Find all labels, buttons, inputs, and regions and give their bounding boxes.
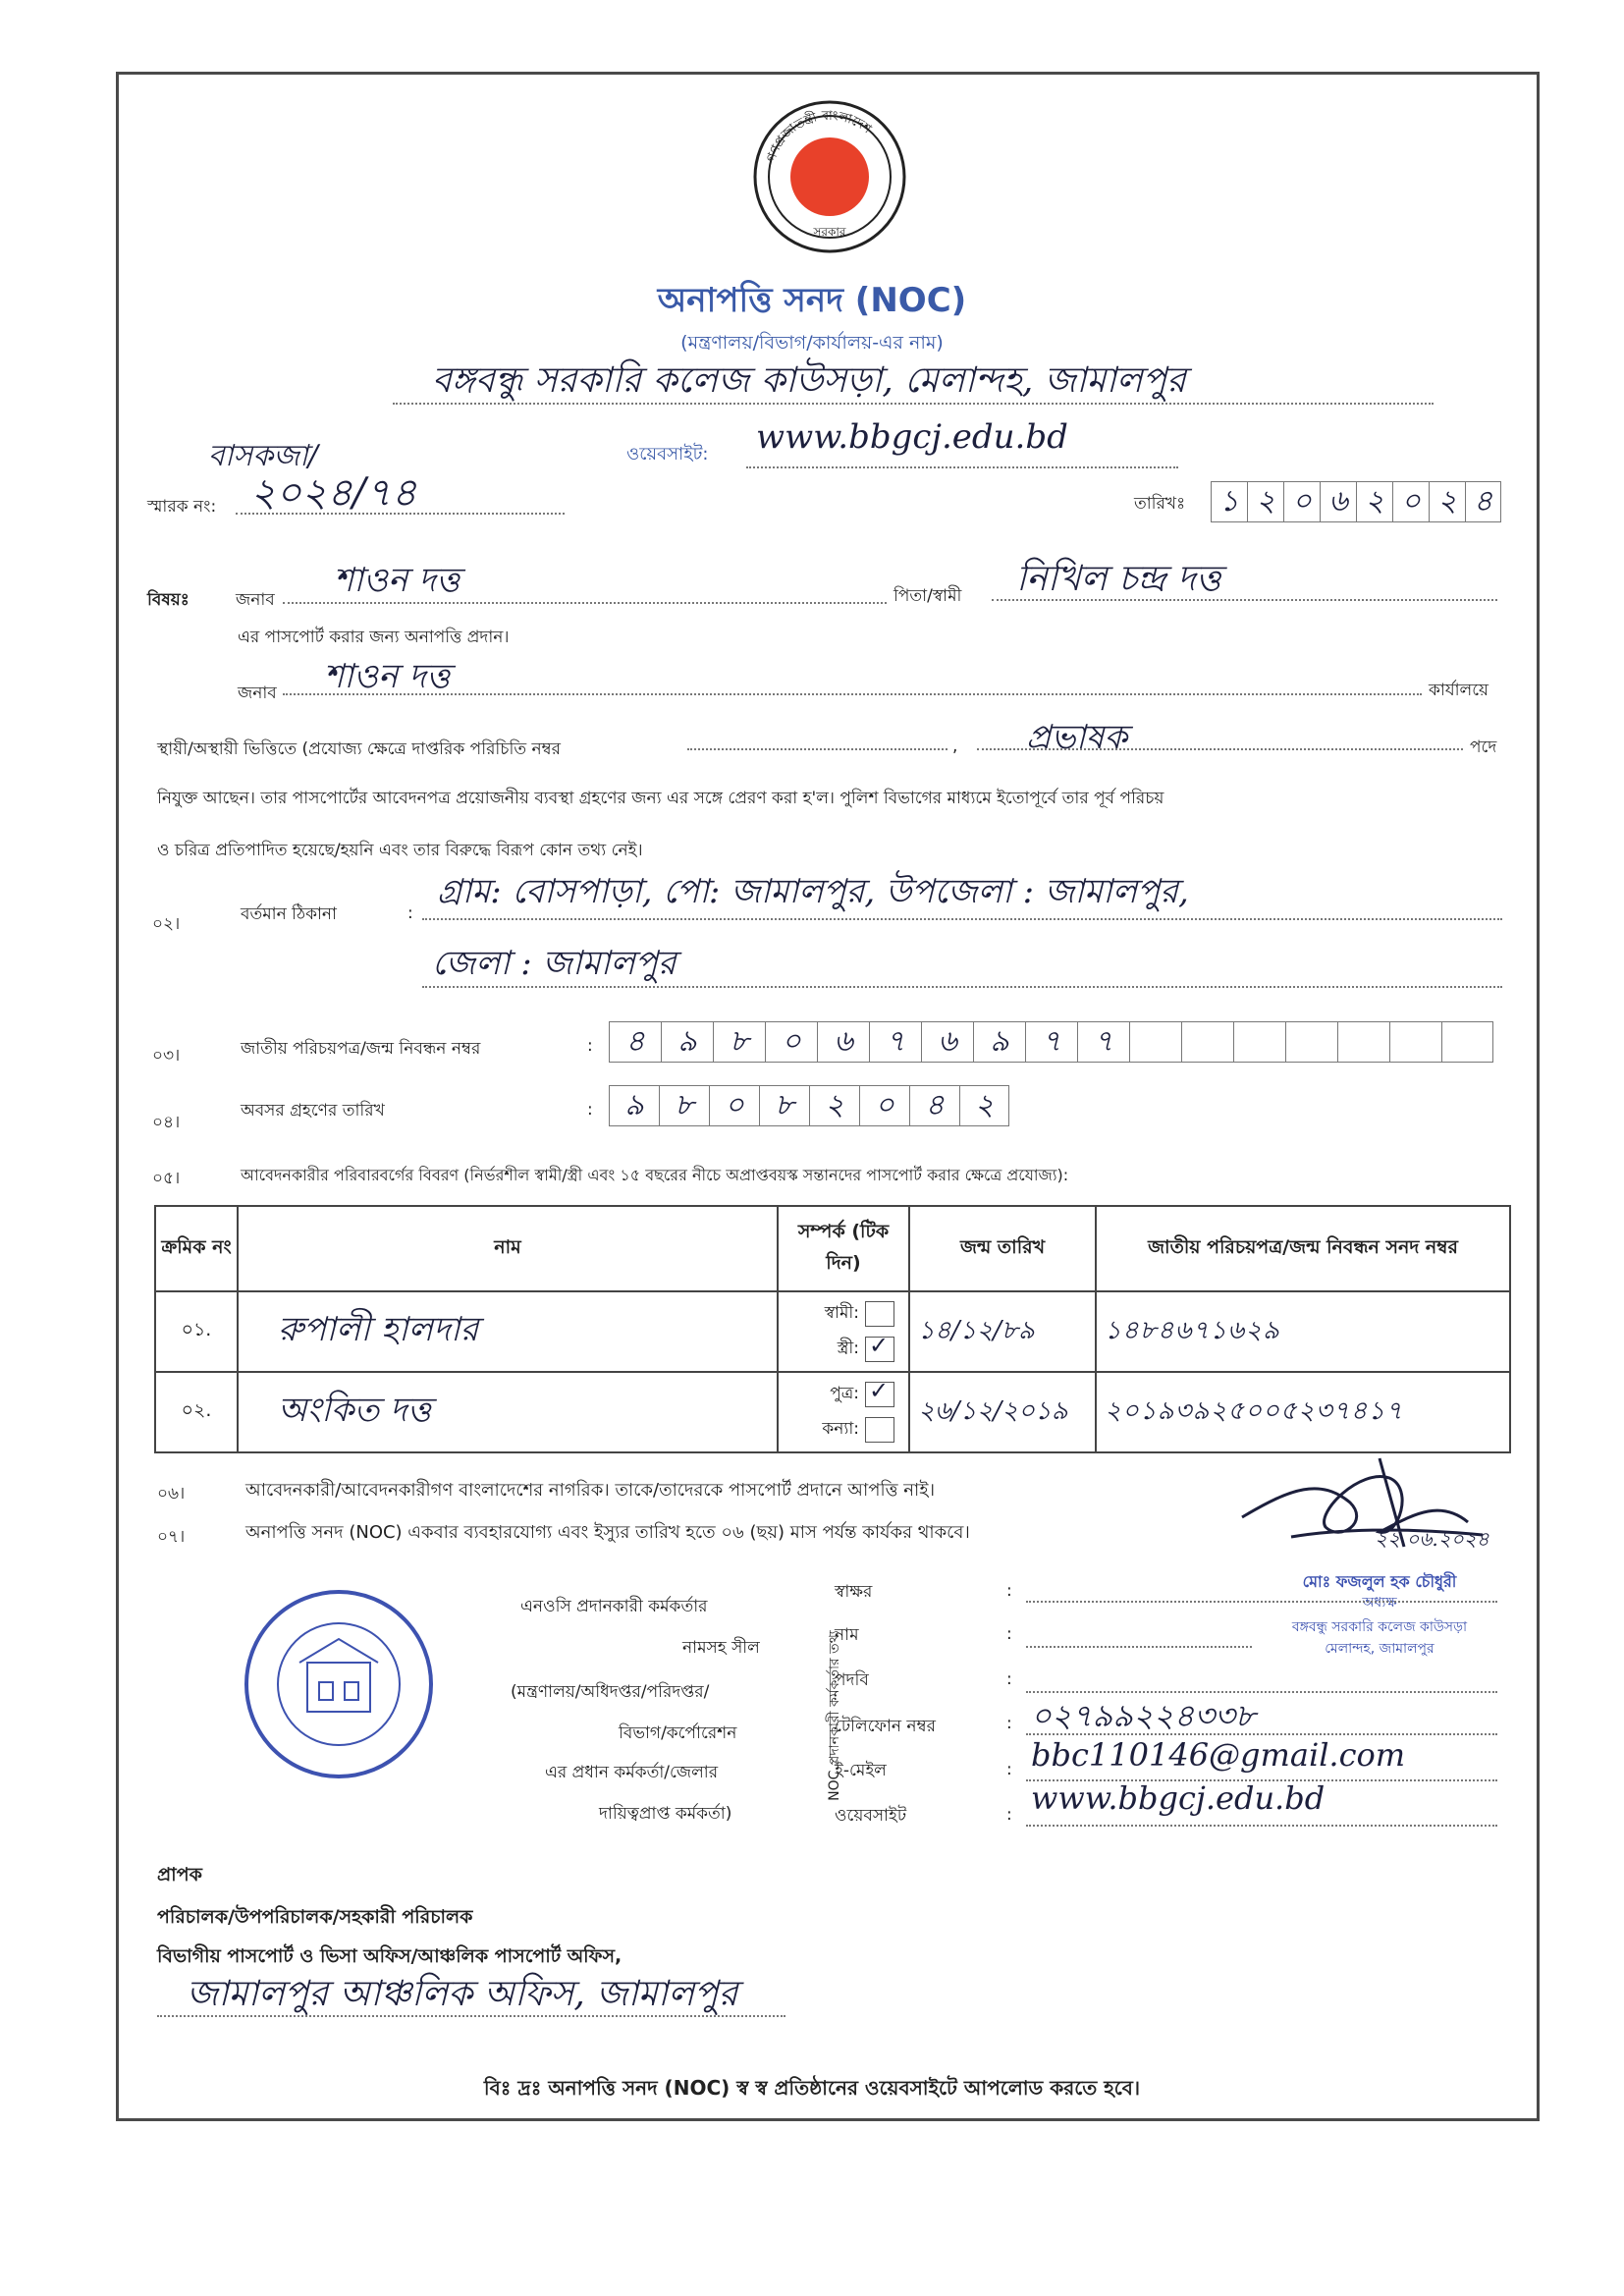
- nid-num: ০৩।: [152, 1046, 181, 1066]
- family-nid: ১৪৮৪৬৭১৬২৯: [1096, 1291, 1510, 1372]
- field-email-label: ই-মেইল: [835, 1761, 887, 1780]
- permanent-text: স্থায়ী/অস্থায়ী ভিত্তিতে (প্রযোজ্য ক্ষেত্রে দাপ্তরিক পরিচিতি নম্বর: [157, 739, 562, 759]
- relation-checkbox: [865, 1382, 894, 1407]
- post-suffix: পদে: [1470, 738, 1497, 757]
- col-name: নাম: [238, 1206, 778, 1291]
- family-table: [154, 1205, 1511, 1453]
- relation-option: [779, 1332, 908, 1367]
- digit-box: ০: [859, 1085, 909, 1126]
- digit-box: ০: [1392, 481, 1429, 522]
- col-nid: জাতীয় পরিচয়পত্র/জন্ম নিবন্ধন সনদ নম্বর: [1096, 1206, 1510, 1291]
- web-value: www.bbgcj.edu.bd: [1031, 1779, 1326, 1817]
- digit-box: ৭: [1077, 1021, 1129, 1063]
- family-dob: ১৪/১২/৮৯: [909, 1291, 1096, 1372]
- digit-box: ৪: [1465, 481, 1501, 522]
- digit-box: ৮: [759, 1085, 809, 1126]
- digit-box: ৬: [1320, 481, 1356, 522]
- field-web-label: ওয়েবসাইট: [835, 1806, 907, 1826]
- digit-box: [1233, 1021, 1285, 1063]
- date-label: তারিখঃ: [1134, 494, 1186, 514]
- official-name: মোঃ ফজলুল হক চৌধুরী: [1302, 1572, 1457, 1591]
- official-place: মেলান্দহ, জামালপুর: [1325, 1641, 1435, 1657]
- recipient-handwritten: জামালপুর আঞ্চলিক অফিস, জামালপুর: [187, 1974, 738, 2014]
- issuer-left-1: এনওসি প্রদানকারী কর্মকর্তার: [520, 1597, 708, 1616]
- website-label: ওয়েবসাইট:: [626, 444, 709, 465]
- margin-note: বাসকজা/: [208, 439, 318, 473]
- retire-label: অবসর গ্রহণের তারিখ: [241, 1101, 385, 1121]
- digit-box: ২: [1429, 481, 1465, 522]
- office-name: বঙ্গবন্ধু সরকারি কলেজ কাউসড়া, মেলান্দহ, জামালপুর: [432, 360, 1186, 401]
- family-label: আবেদনকারীর পরিবারবর্গের বিবরণ (নির্ভরশীল স্বামী/স্ত্রী এবং ১৫ বছরের নীচে অপ্রাপ্তবয়স্ক সন্তানদের পাসপোর্ট করার ক্ষেত্রে প্রযোজ্য):: [241, 1166, 1069, 1184]
- digit-box: ৪: [609, 1021, 661, 1063]
- family-name: রুপালী হালদার: [238, 1291, 778, 1372]
- relation-label: কন্যা:: [822, 1419, 859, 1439]
- phone-value: ০২৭৯৯২২৪৩৩৮: [1031, 1697, 1256, 1734]
- designation: প্রভাষক: [1026, 718, 1128, 757]
- date-boxes: [1211, 481, 1501, 522]
- digit-box: ১: [1211, 481, 1247, 522]
- mr-label-2: জনাব: [238, 683, 277, 703]
- digit-box: ২: [809, 1085, 859, 1126]
- government-seal: [751, 98, 908, 255]
- memo-value: ২০২৪/৭৪: [250, 470, 417, 516]
- digit-box: ২: [1247, 481, 1283, 522]
- family-nid: ২০১৯৩৯২৫০০৫২৩৭৪১৭: [1096, 1372, 1510, 1452]
- issuer-left-4: বিভাগ/কর্পোরেশন: [619, 1723, 737, 1743]
- digit-box: [1441, 1021, 1493, 1063]
- applicant-name: শাওন দত্ত: [334, 561, 460, 600]
- father-label: পিতা/স্বামী: [893, 586, 962, 606]
- digit-box: [1181, 1021, 1233, 1063]
- subject-label: বিষয়ঃ: [147, 590, 189, 610]
- family-row: [155, 1291, 1510, 1372]
- nid-label: জাতীয় পরিচয়পত্র/জন্ম নিবন্ধন নম্বর: [241, 1039, 481, 1059]
- svg-text:গণপ্রজাতন্ত্রী বাংলাদেশ: গণপ্রজাতন্ত্রী বাংলাদেশ: [764, 108, 874, 164]
- website-value: www.bbgcj.edu.bd: [756, 417, 1068, 457]
- family-num: ০৫।: [152, 1169, 181, 1188]
- field-phone-label: টেলিফোন নম্বর: [835, 1717, 936, 1736]
- relation-label: পুত্র:: [830, 1384, 859, 1403]
- address-label: বর্তমান ঠিকানা: [241, 904, 337, 924]
- digit-box: ৪: [909, 1085, 959, 1126]
- digit-box: ০: [709, 1085, 759, 1126]
- digit-box: ০: [765, 1021, 817, 1063]
- issuer-left-3: (মন্ত্রণালয়/অধিদপ্তর/পরিদপ্তর/: [511, 1682, 710, 1702]
- family-dob: ২৬/১২/২০১৯: [909, 1372, 1096, 1452]
- relation-option: [779, 1377, 908, 1412]
- family-relation: [778, 1372, 909, 1452]
- field-name-label: নাম: [835, 1625, 859, 1645]
- relation-checkbox: [865, 1417, 894, 1443]
- digit-box: ৭: [869, 1021, 921, 1063]
- relation-label: স্ত্রী:: [837, 1339, 859, 1358]
- digit-box: ৮: [659, 1085, 709, 1126]
- official-office: বঙ্গবন্ধু সরকারি কলেজ কাউসড়া: [1291, 1619, 1468, 1635]
- relation-option: [779, 1412, 908, 1448]
- col-relation: সম্পর্ক (টিক দিন): [778, 1206, 909, 1291]
- digit-box: ৯: [973, 1021, 1025, 1063]
- email-value: bbc110146@gmail.com: [1031, 1736, 1406, 1774]
- col-serial: ক্রমিক নং: [155, 1206, 238, 1291]
- address-num: ০২।: [152, 914, 181, 934]
- footer-note: বিঃ দ্রঃ অনাপত্তি সনদ (NOC) স্ব স্ব প্রতিষ্ঠানের ওয়েবসাইটে আপলোড করতে হবে।: [483, 2076, 1141, 2100]
- digit-box: ৯: [661, 1021, 713, 1063]
- family-relation: [778, 1291, 909, 1372]
- digit-box: ৭: [1025, 1021, 1077, 1063]
- field-sign-label: স্বাক্ষর: [835, 1582, 873, 1602]
- digit-box: [1337, 1021, 1389, 1063]
- nid-boxes: [609, 1021, 1493, 1063]
- digit-box: [1389, 1021, 1441, 1063]
- father-name: নিখিল চন্দ্র দত্ত: [1016, 559, 1221, 599]
- address-line-2: জেলা : জামালপুর: [432, 944, 677, 983]
- digit-box: [1285, 1021, 1337, 1063]
- item6-text: আবেদনকারী/আবেদনকারীগণ বাংলাদেশের নাগরিক। তাকে/তাদেরকে পাসপোর্ট প্রদানে আপত্তি নাই।: [245, 1480, 936, 1501]
- family-serial: ০১.: [155, 1291, 238, 1372]
- retire-boxes: [609, 1085, 1009, 1126]
- office-suffix: কার্যালয়ে: [1429, 681, 1489, 700]
- recipient-line-2: বিভাগীয় পাসপোর্ট ও ভিসা অফিস/আঞ্চলিক পাসপোর্ট অফিস,: [157, 1945, 623, 1967]
- digit-box: ২: [959, 1085, 1009, 1126]
- digit-box: ৬: [921, 1021, 973, 1063]
- item7-text: অনাপত্তি সনদ (NOC) একবার ব্যবহারযোগ্য এবং ইস্যুর তারিখ হতে ০৬ (ছয়) মাস পর্যন্ত কার্যকর থাকবে।: [245, 1522, 970, 1543]
- mr-label: জনাব: [236, 590, 275, 610]
- body-line-1: নিযুক্ত আছেন। তার পাসপোর্টের আবেদনপত্র প্রয়োজনীয় ব্যবস্থা গ্রহণের জন্য এর সঙ্গে প্রেরণ করা হ'ল। পুলিশ বিভাগের মাধ্যমে ইতোপূর্বে তার পূর্ব পরিচয়: [157, 789, 1164, 808]
- relation-checkbox: [865, 1337, 894, 1362]
- svg-text:সরকার: সরকার: [813, 225, 846, 239]
- relation-label: স্বামী:: [824, 1303, 859, 1323]
- digit-box: [1129, 1021, 1181, 1063]
- body-line-2: ও চরিত্র প্রতিপাদিত হয়েছে/হয়নি এবং তার বিরুদ্ধে বিরূপ কোন তথ্য নেই।: [157, 841, 643, 860]
- applicant-name-2: শাওন দত্ত: [324, 657, 451, 696]
- item6-num: ০৬।: [157, 1484, 186, 1503]
- issuer-vertical: NOC প্রদানকারী কর্মকর্তার তথ্য: [827, 1630, 842, 1801]
- family-row: [155, 1372, 1510, 1452]
- memo-label: স্মারক নং:: [147, 497, 217, 517]
- recipient-line-1: পরিচালক/উপপরিচালক/সহকারী পরিচালক: [157, 1906, 473, 1928]
- college-stamp: [241, 1586, 437, 1782]
- subject-suffix: এর পাসপোর্ট করার জন্য অনাপত্তি প্রদান।: [238, 628, 510, 647]
- col-dob: জন্ম তারিখ: [909, 1206, 1096, 1291]
- field-post-label: পদবি: [835, 1670, 869, 1690]
- retire-num: ০৪।: [152, 1113, 181, 1132]
- digit-box: ৬: [817, 1021, 869, 1063]
- relation-checkbox: [865, 1301, 894, 1327]
- family-name: অংকিত দত্ত: [238, 1372, 778, 1452]
- issuer-left-5: এর প্রধান কর্মকর্তা/জেলার: [545, 1763, 719, 1782]
- digit-box: ০: [1283, 481, 1320, 522]
- family-serial: ০২.: [155, 1372, 238, 1452]
- official-title: অধ্যক্ষ: [1362, 1595, 1397, 1611]
- ministry-caption: (মন্ত্রণালয়/বিভাগ/কার্যালয়-এর নাম): [680, 332, 944, 354]
- item7-num: ০৭।: [157, 1527, 186, 1547]
- recipient-label: প্রাপক: [157, 1864, 202, 1886]
- issuer-left-2: নামসহ সীল: [682, 1638, 760, 1658]
- address-line-1: গ্রাম: বোসপাড়া, পো: জামালপুর, উপজেলা : জামালপুর,: [437, 872, 1189, 911]
- relation-option: [779, 1296, 908, 1332]
- digit-box: ২: [1356, 481, 1392, 522]
- signature-date: ২২.০৬.২০২৪: [1375, 1527, 1489, 1551]
- issuer-left-6: দায়িত্বপ্রাপ্ত কর্মকর্তা): [599, 1804, 732, 1824]
- form-title: অনাপত্তি সনদ (NOC): [657, 281, 967, 320]
- digit-box: ৮: [713, 1021, 765, 1063]
- digit-box: ৯: [609, 1085, 659, 1126]
